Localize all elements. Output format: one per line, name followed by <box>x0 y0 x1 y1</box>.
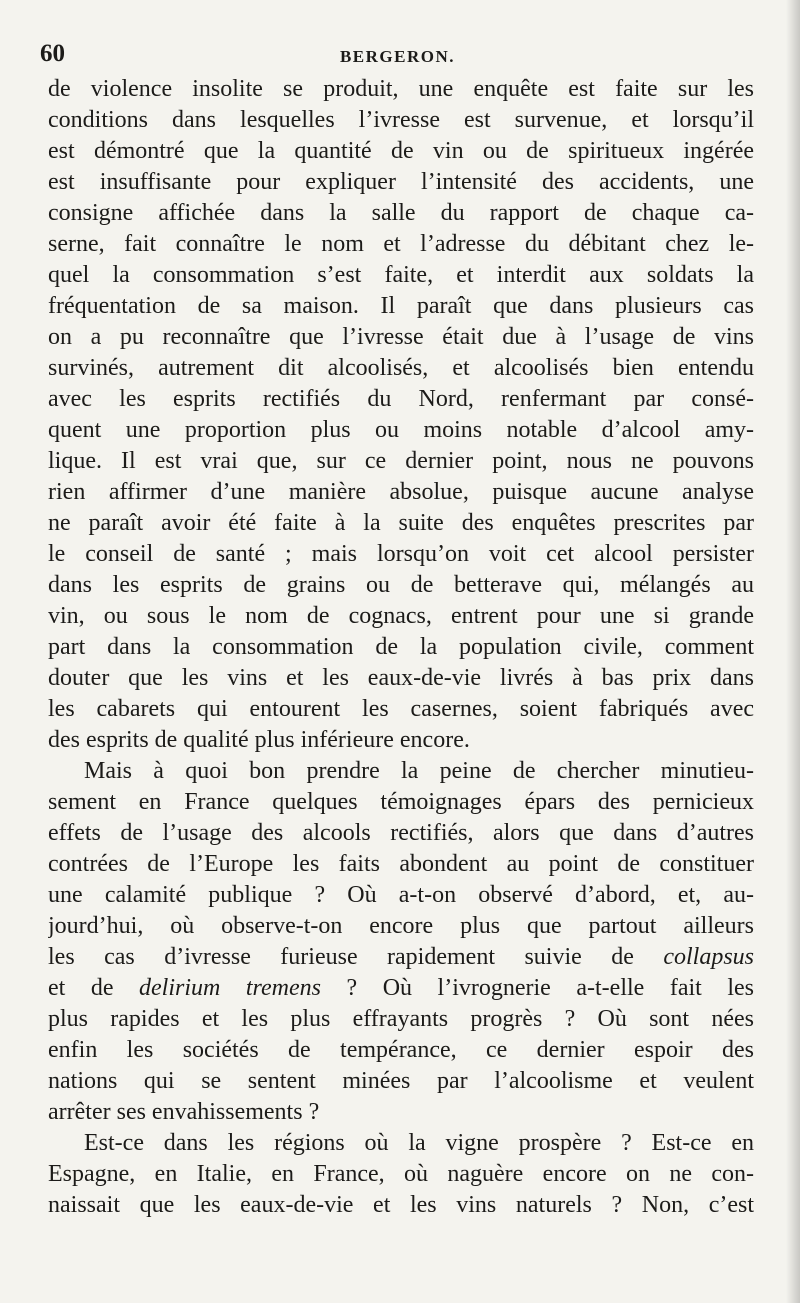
page-number: 60 <box>40 40 65 67</box>
text-line: survinés, autrement dit alcoolisés, et alcoolisés bien entendu <box>48 355 754 381</box>
text-line: naissait que les eaux-de-vie et les vins naturels ? Non, c’est <box>48 1192 754 1218</box>
text-line: ne paraît avoir été faite à la suite des enquêtes prescrites par <box>48 510 754 536</box>
page-header <box>40 40 755 72</box>
text-line: le conseil de santé ; mais lorsqu’on voit cet alcool persister <box>48 541 754 567</box>
text-line: est insuffisante pour expliquer l’intensité des accidents, une <box>48 169 754 195</box>
text-line: les cabarets qui entourent les casernes, soient fabriqués avec <box>48 696 754 722</box>
text-line: enfin les sociétés de tempérance, ce dernier espoir des <box>48 1037 754 1063</box>
text-line: lique. Il est vrai que, sur ce dernier point, nous ne pouvons <box>48 448 754 474</box>
text-line: arrêter ses envahissements ? <box>48 1099 320 1125</box>
text-line: Espagne, en Italie, en France, où naguère encore on ne con- <box>48 1161 754 1187</box>
text-line: sement en France quelques témoignages épars des pernicieux <box>48 789 754 815</box>
text-line: douter que les vins et les eaux-de-vie livrés à bas prix dans <box>48 665 754 691</box>
text-line: jourd’hui, où observe-t-on encore plus que partout ailleurs <box>48 913 754 939</box>
text-line: contrées de l’Europe les faits abondent au point de constituer <box>48 851 754 877</box>
text-line: des esprits de qualité plus inférieure encore. <box>48 727 470 753</box>
text-line: quel la consommation s’est faite, et interdit aux soldats la <box>48 262 754 288</box>
text-line: de violence insolite se produit, une enquête est faite sur les <box>48 76 754 102</box>
text-line: Est-ce dans les régions où la vigne prospère ? Est-ce en <box>84 1130 754 1156</box>
text-line: avec les esprits rectifiés du Nord, renfermant par consé- <box>48 386 754 412</box>
text-line: plus rapides et les plus effrayants progrès ? Où sont nées <box>48 1006 754 1032</box>
text-line: on a pu reconnaître que l’ivresse était due à l’usage de vins <box>48 324 754 350</box>
text-line: effets de l’usage des alcools rectifiés, alors que dans d’autres <box>48 820 754 846</box>
text-line: rien affirmer d’une manière absolue, puisque aucune analyse <box>48 479 754 505</box>
text-line: les cas d’ivresse furieuse rapidement suivie de collapsus <box>48 944 754 970</box>
page-edge-shadow <box>786 0 800 1303</box>
text-line: et de delirium tremens ? Où l’ivrognerie a-t-elle fait les <box>48 975 754 1001</box>
body-text <box>48 74 754 1221</box>
text-line: nations qui se sentent minées par l’alcoolisme et veulent <box>48 1068 754 1094</box>
italic-term: delirium tremens <box>139 975 321 1001</box>
text-line: vin, ou sous le nom de cognacs, entrent pour une si grande <box>48 603 754 629</box>
text-line: part dans la consommation de la population civile, comment <box>48 634 754 660</box>
text-line: fréquentation de sa maison. Il paraît que dans plusieurs cas <box>48 293 754 319</box>
text-line: quent une proportion plus ou moins notable d’alcool amy- <box>48 417 754 443</box>
text-line: serne, fait connaître le nom et l’adresse du débitant chez le- <box>48 231 754 257</box>
italic-term: collapsus <box>663 944 754 970</box>
text-line: conditions dans lesquelles l’ivresse est survenue, et lorsqu’il <box>48 107 754 133</box>
text-line: est démontré que la quantité de vin ou de spiritueux ingérée <box>48 138 754 164</box>
running-head: BERGERON. <box>339 47 456 66</box>
text-line: dans les esprits de grains ou de betterave qui, mélangés au <box>48 572 754 598</box>
text-line: consigne affichée dans la salle du rapport de chaque ca- <box>48 200 754 226</box>
text-line: Mais à quoi bon prendre la peine de chercher minutieu- <box>84 758 754 784</box>
text-line: une calamité publique ? Où a-t-on observé d’abord, et, au- <box>48 882 754 908</box>
